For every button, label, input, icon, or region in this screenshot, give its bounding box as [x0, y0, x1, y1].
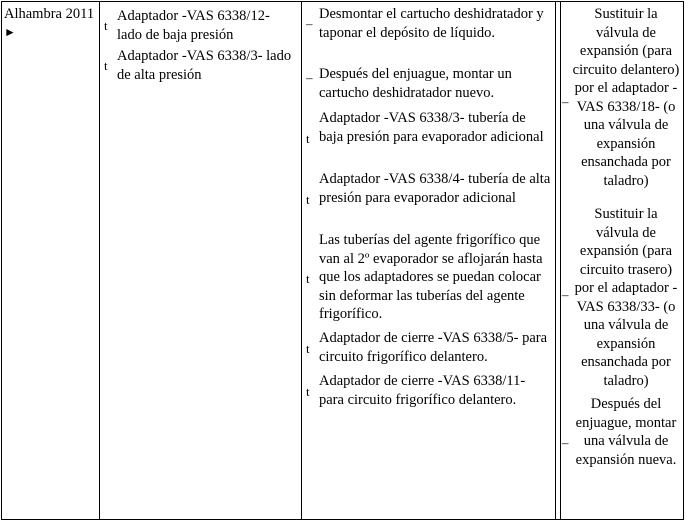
- bullet-icon: t: [104, 18, 108, 33]
- adapter-text: Adaptador -VAS 6338/12- lado de baja presión: [117, 8, 270, 43]
- dash-icon: –: [306, 16, 313, 31]
- list-item: [562, 395, 683, 469]
- model-name: [4, 5, 96, 41]
- list-item: [304, 170, 553, 231]
- step-text: Las tuberías del agente frigorífico que van al 2º evaporador se aflojarán hasta que los adaptadores se puedan colocar sin deformar las tuberías del agente frigorífico.: [319, 232, 543, 322]
- list-item: [304, 231, 553, 329]
- arrow-right-icon: ►: [4, 25, 16, 39]
- bullet-icon: t: [104, 58, 108, 73]
- bullet-icon: t: [306, 192, 310, 207]
- steps-cell: [304, 5, 553, 415]
- list-item: [102, 47, 298, 85]
- step-text: Adaptador -VAS 6338/4- tubería de alta presión para evaporador adicional: [319, 171, 551, 206]
- column-divider: [301, 2, 302, 519]
- dash-icon: –: [562, 94, 569, 109]
- list-item: [304, 5, 553, 65]
- valve-note-text: Sustituir la válvula de expansión (para circuito trasero) por el adaptador -VAS 6338/33- (o una válvula de expansión ensanchada por taladro): [574, 206, 678, 389]
- procedure-table: [1, 1, 684, 520]
- list-item: [304, 109, 553, 170]
- valve-notes-cell: [562, 5, 683, 469]
- list-item: [562, 5, 683, 205]
- valve-note-text: Después del enjuague, montar una válvula de expansión nueva.: [575, 396, 677, 468]
- bullet-icon: t: [306, 271, 310, 286]
- list-item: [562, 205, 683, 395]
- model-label: Alhambra 2011: [4, 6, 95, 22]
- dash-icon: –: [306, 70, 313, 85]
- bullet-icon: t: [306, 131, 310, 146]
- column-divider: [555, 2, 556, 519]
- adapter-text: Adaptador -VAS 6338/3- lado de alta presión: [117, 48, 292, 83]
- list-item: [304, 329, 553, 372]
- list-item: [102, 7, 298, 47]
- step-text: Después del enjuague, montar un cartucho deshidratador nuevo.: [319, 66, 512, 101]
- step-text: Adaptador -VAS 6338/3- tubería de baja presión para evaporador adicional: [319, 110, 544, 145]
- bullet-icon: t: [306, 384, 310, 399]
- model-cell: [4, 5, 96, 41]
- adapters-cell: [102, 7, 298, 85]
- step-text: Adaptador de cierre -VAS 6338/5- para circuito frigorífico delantero.: [319, 330, 548, 365]
- list-item: [304, 372, 553, 415]
- dash-icon: –: [562, 435, 569, 450]
- dash-icon: –: [562, 287, 569, 302]
- column-divider: [99, 2, 100, 519]
- list-item: [304, 65, 553, 109]
- valve-note-text: Sustituir la válvula de expansión (para circuito delantero) por el adaptador -VAS 6338/18- (o una válvula de expansión ensanchada por taladro): [572, 6, 680, 189]
- bullet-icon: t: [306, 341, 310, 356]
- step-text: Desmontar el cartucho deshidratador y taponar el depósito de líquido.: [319, 6, 544, 41]
- step-text: Adaptador de cierre -VAS 6338/11- para circuito frigorífico delantero.: [319, 373, 526, 408]
- column-divider: [560, 2, 561, 519]
